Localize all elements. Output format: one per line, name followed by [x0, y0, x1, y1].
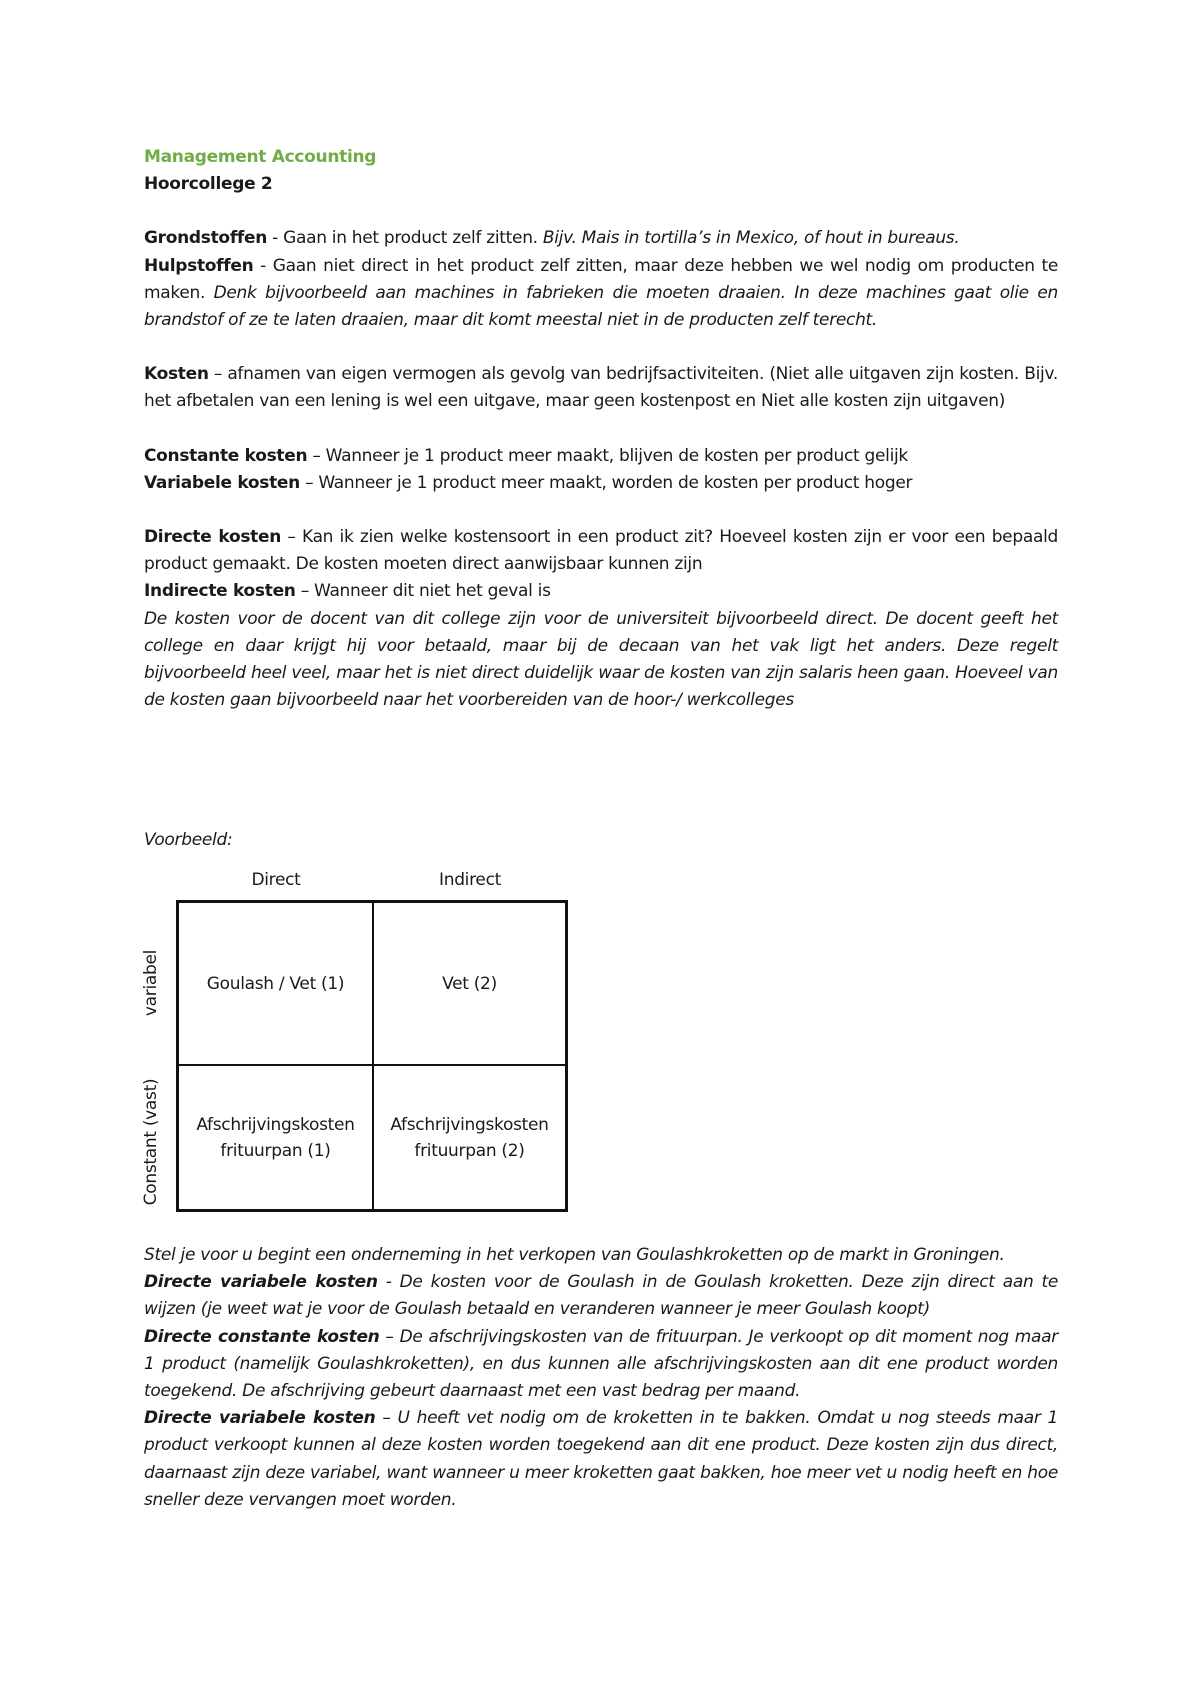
variabele-kosten-definition: – Wanneer je 1 product meer maakt, worden de kosten per product hoger — [299, 472, 913, 493]
scenario-paragraph — [144, 1242, 1058, 1269]
example-item — [144, 1269, 1058, 1323]
indirecte-kosten-paragraph — [144, 578, 1058, 605]
voorbeeld-section — [144, 827, 1058, 854]
column-header-direct: Direct — [251, 870, 301, 890]
constante-kosten-term: Constante kosten — [144, 445, 308, 466]
constante-kosten-definition: – Wanneer je 1 product meer maakt, blijven de kosten per product gelijk — [307, 445, 908, 466]
cell-constant-indirect-line2: frituurpan (2) — [414, 1140, 525, 1161]
cell-constant-indirect-line1: Afschrijvingskosten — [390, 1114, 549, 1135]
indirecte-kosten-term: Indirecte kosten — [144, 581, 296, 602]
column-header-indirect: Indirect — [439, 870, 501, 890]
example-item — [144, 1324, 1058, 1406]
grondstoffen-example: Bijv. Mais in tortilla’s in Mexico, of hout in bureaus. — [542, 228, 960, 249]
example-item-text: – De afschrijvingskosten van de frituurpan. Je verkoopt op dit moment nog maar 1 product (namelijk Goulashkroketten), en dus kunnen alle afschrijvingskosten aan dit ene product worden toegekend. De afschrijving gebeurt daarnaast met een vast bedrag per maand. — [144, 1326, 1058, 1402]
example-item-term: Directe constante kosten — [144, 1326, 380, 1347]
variabele-kosten-term: Variabele kosten — [144, 472, 300, 493]
example-item-term: Directe variabele kosten — [144, 1408, 376, 1429]
kosten-paragraph — [144, 361, 1058, 415]
hulpstoffen-term: Hulpstoffen — [144, 255, 254, 276]
grondstoffen-term: Grondstoffen — [144, 228, 268, 249]
directe-kosten-definition: – Kan ik zien welke kostensoort in een product zit? Hoeveel kosten zijn er voor een bepaald product gemaakt. De kosten moeten direct aanwijsbaar kunnen zijn — [144, 527, 1058, 575]
indirecte-kosten-definition: – Wanneer dit niet het geval is — [295, 581, 551, 602]
example-item-term: Directe variabele kosten — [144, 1272, 378, 1293]
indirecte-kosten-example — [144, 606, 1058, 715]
indirecte-kosten-example-text: De kosten voor de docent van dit college zijn voor de universiteit bijvoorbeeld direct. De docent geeft het college en daar krijgt hij voor betaald, maar bij de decaan van het vak ligt het anders. Deze regelt bijvoorbeeld heel veel, maar het is niet direct duidelijk waar de kosten van zijn salaris heen gaan. Hoeveel van de kosten gaan bijvoorbeeld naar het voorbereiden van de hoor-/ werkcolleges — [144, 608, 1058, 711]
example-section — [144, 1242, 1058, 1514]
definitions-section — [144, 144, 1058, 714]
variabele-kosten-paragraph — [144, 470, 1058, 497]
hulpstoffen-definition: - Gaan niet direct in het product zelf zitten, maar deze hebben we wel nodig om producten te maken. — [144, 255, 1058, 303]
example-item — [144, 1405, 1058, 1514]
cell-variabel-direct-text: Goulash / Vet (1) — [206, 973, 345, 994]
directe-kosten-paragraph — [144, 524, 1058, 578]
row-label-variabel: variabel — [141, 949, 161, 1017]
hulpstoffen-example: Denk bijvoorbeeld aan machines in fabrieken die moeten draaien. In deze machines gaat olie en brandstof of ze te laten draaien, maar dit komt meestal niet in de producten zelf terecht. — [144, 282, 1058, 331]
row-label-constant: Constant (vast) — [141, 1078, 161, 1206]
example-item-text: – U heeft vet nodig om de kroketten in te bakken. Omdat u nog steeds maar 1 product verkoopt kunnen al deze kosten worden toegekend aan dit ene product. Deze kosten zijn dus direct, daarnaast zijn deze variabel, want wanneer u meer kroketten gaat bakken, hoe meer vet u nodig heeft en hoe sneller deze vervangen moet worden. — [144, 1408, 1058, 1510]
grondstoffen-definition: - Gaan in het product zelf zitten. — [267, 228, 543, 249]
cell-constant-indirect — [374, 1066, 565, 1209]
kosten-term: Kosten — [144, 364, 209, 385]
grondstoffen-paragraph — [144, 225, 1058, 252]
cost-matrix — [132, 868, 582, 1218]
directe-kosten-term: Directe kosten — [144, 527, 282, 548]
scenario-text: Stel je voor u begint een onderneming in het verkopen van Goulashkroketten op de markt in Groningen. — [144, 1245, 1005, 1265]
voorbeeld-label: Voorbeeld: — [144, 830, 233, 850]
cell-constant-direct — [179, 1066, 372, 1209]
example-item-text: - De kosten voor de Goulash in de Goulash kroketten. Deze zijn direct aan te wijzen (je weet wat je voor de Goulash betaald en veranderen wanneer je meer Goulash koopt) — [144, 1272, 1058, 1320]
hulpstoffen-paragraph — [144, 253, 1058, 335]
cell-constant-direct-line2: frituurpan (1) — [220, 1140, 331, 1161]
cell-constant-direct-line1: Afschrijvingskosten — [196, 1114, 355, 1135]
document-title: Management Accounting — [144, 147, 377, 167]
cell-variabel-direct — [179, 903, 372, 1064]
constante-kosten-paragraph — [144, 443, 1058, 470]
matrix-grid — [176, 900, 568, 1212]
cell-variabel-indirect-text: Vet (2) — [442, 973, 497, 994]
kosten-definition: – afnamen van eigen vermogen als gevolg van bedrijfsactiviteiten. (Niet alle uitgaven zijn kosten. Bijv. het afbetalen van een lening is wel een uitgave, maar geen kostenpost en Niet alle kosten zijn uitgaven) — [144, 364, 1058, 412]
document-subtitle: Hoorcollege 2 — [144, 174, 273, 195]
cell-variabel-indirect — [374, 903, 565, 1064]
